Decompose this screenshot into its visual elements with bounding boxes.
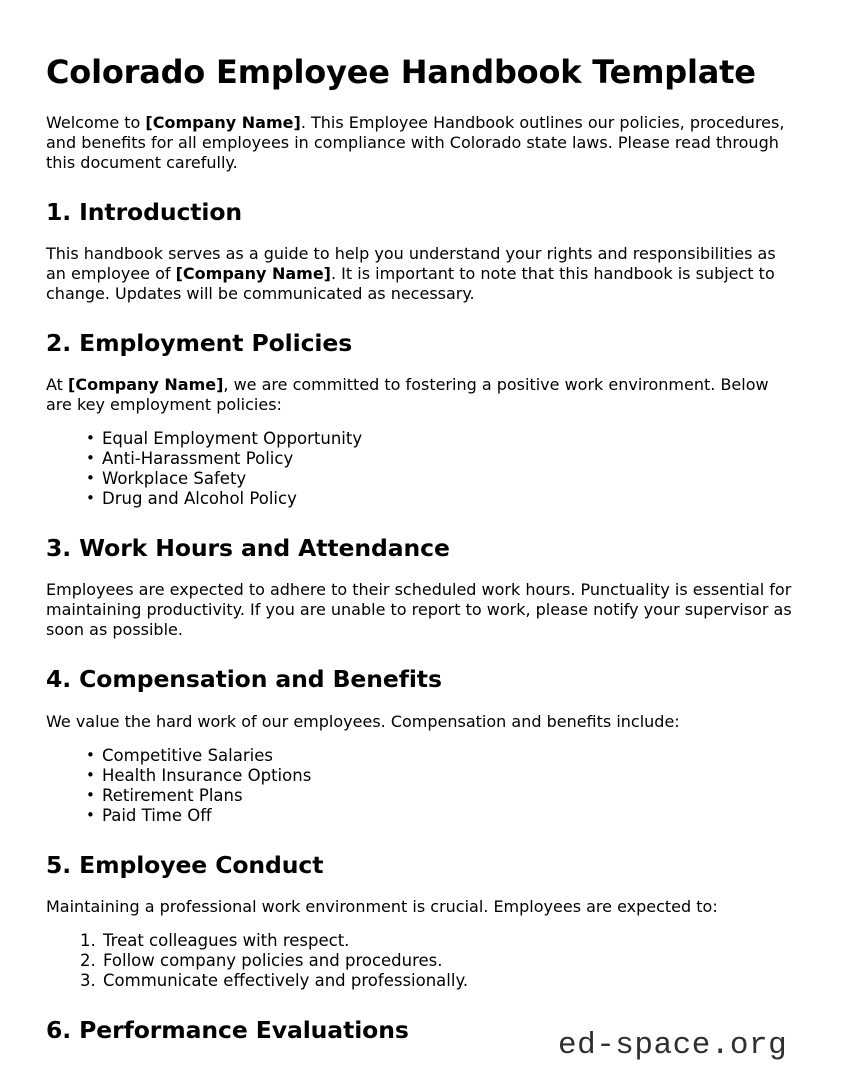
section-heading-employee-conduct: 5. Employee Conduct [46, 850, 324, 879]
list-item: • Health Insurance Options [86, 766, 794, 786]
employment-policies-list [46, 415, 794, 509]
section-heading-introduction: 1. Introduction [46, 197, 243, 226]
intro-paragraph [46, 91, 794, 173]
section-heading-performance-evaluations: 6. Performance Evaluations [46, 1015, 409, 1044]
section-paragraph-introduction [46, 226, 794, 304]
list-item: • Anti-Harassment Policy [86, 449, 794, 469]
compensation-benefits-list [46, 732, 794, 826]
list-item: Communicate effectively and professionally. [103, 970, 469, 990]
section-paragraph-compensation-and-benefits: We value the hard work of our employees. Compensation and benefits include: [46, 711, 680, 731]
section-heading-employment-policies: 2. Employment Policies [46, 329, 353, 358]
intro-text-after: . This Employee Handbook outlines our policies, procedures, and benefits for all employees in compliance with Colorado state laws. Please read through this document carefully. [46, 112, 785, 172]
paragraph-text-before: At [46, 375, 69, 395]
company-name-placeholder: [Company Name] [175, 264, 331, 284]
watermark: ed-space.org [558, 1028, 788, 1063]
employee-conduct-list [46, 917, 794, 991]
section-paragraph-employment-policies [46, 357, 794, 415]
list-item: • Drug and Alcohol Policy [86, 489, 794, 509]
list-item: Treat colleagues with respect. [103, 930, 350, 950]
intro-text-before: Welcome to [46, 112, 146, 132]
list-item: • Equal Employment Opportunity [86, 429, 794, 449]
document-content [46, 0, 794, 1044]
company-name-placeholder: [Company Name] [145, 112, 301, 132]
section-paragraph-employee-conduct: Maintaining a professional work environment is crucial. Employees are expected to: [46, 896, 718, 916]
paragraph-text-after: . It is important to note that this handbook is subject to change. Updates will be communicated as necessary. [46, 264, 775, 304]
company-name-placeholder: [Company Name] [68, 375, 224, 395]
page-title: Colorado Employee Handbook Template [46, 53, 756, 91]
list-item: • Retirement Plans [86, 786, 794, 806]
list-item: Follow company policies and procedures. [103, 950, 443, 970]
paragraph-text-before: This handbook serves as a guide to help you understand your rights and responsibilities as an employee of [46, 244, 776, 284]
paragraph-text-after: , we are committed to fostering a positive work environment. Below are key employment policies: [46, 375, 769, 415]
list-item: • Paid Time Off [86, 806, 794, 826]
list-item: • Competitive Salaries [86, 746, 794, 766]
section-paragraph-work-hours-and-attendance: Employees are expected to adhere to their scheduled work hours. Punctuality is essential for maintaining productivity. If you are unable to report to work, please notify your supervisor as soon as possible. [46, 580, 792, 640]
section-heading-work-hours-and-attendance: 3. Work Hours and Attendance [46, 534, 450, 563]
section-heading-compensation-and-benefits: 4. Compensation and Benefits [46, 665, 442, 694]
list-item: • Workplace Safety [86, 469, 794, 489]
